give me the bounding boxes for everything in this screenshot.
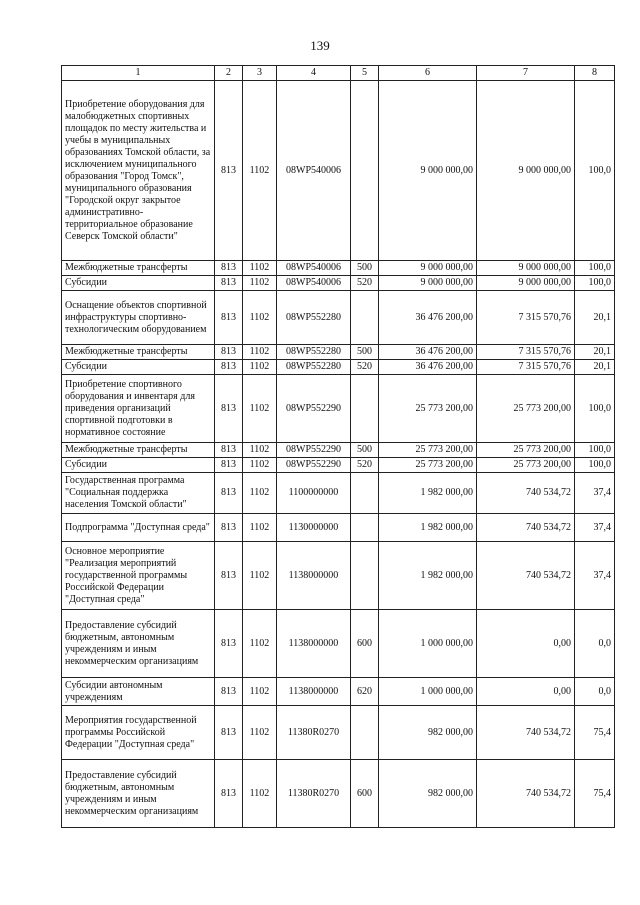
cell-expense-type: 520: [351, 276, 379, 291]
cell-executed: 0,00: [477, 678, 575, 706]
cell-executed: 740 534,72: [477, 514, 575, 542]
page-number: 139: [310, 38, 330, 53]
cell-executed: 740 534,72: [477, 473, 575, 514]
cell-name: Межбюджетные трансферты: [62, 443, 215, 458]
cell-percent: 100,0: [575, 458, 615, 473]
cell-percent: 20,1: [575, 360, 615, 375]
table-row: [62, 291, 615, 345]
cell-percent: 20,1: [575, 291, 615, 345]
cell-name: Государственная программа "Социальная поддержка населения Томской области": [62, 473, 215, 514]
cell-planned: 25 773 200,00: [379, 443, 477, 458]
cell-target-code: 08WP540006: [277, 81, 351, 261]
table-row: [62, 81, 615, 261]
cell-percent: 0,0: [575, 610, 615, 678]
cell-admin-code: 813: [215, 345, 243, 360]
cell-section-code: 1102: [243, 610, 277, 678]
table-row: [62, 360, 615, 375]
cell-percent: 100,0: [575, 375, 615, 443]
cell-expense-type: [351, 473, 379, 514]
cell-admin-code: 813: [215, 291, 243, 345]
table-row: [62, 458, 615, 473]
cell-section-code: 1102: [243, 678, 277, 706]
table-row: [62, 706, 615, 760]
cell-planned: 1 982 000,00: [379, 514, 477, 542]
cell-target-code: 08WP552280: [277, 291, 351, 345]
cell-expense-type: [351, 291, 379, 345]
cell-section-code: 1102: [243, 276, 277, 291]
cell-name: Оснащение объектов спортивной инфраструктуры спортивно-технологическим оборудованием: [62, 291, 215, 345]
cell-target-code: 08WP540006: [277, 276, 351, 291]
cell-executed: 9 000 000,00: [477, 81, 575, 261]
cell-target-code: 08WP540006: [277, 261, 351, 276]
cell-target-code: 08WP552290: [277, 443, 351, 458]
table-row: [62, 514, 615, 542]
cell-section-code: 1102: [243, 542, 277, 610]
cell-target-code: 1138000000: [277, 610, 351, 678]
cell-admin-code: 813: [215, 81, 243, 261]
cell-target-code: 08WP552280: [277, 360, 351, 375]
cell-admin-code: 813: [215, 276, 243, 291]
cell-expense-type: [351, 514, 379, 542]
cell-expense-type: 500: [351, 261, 379, 276]
cell-section-code: 1102: [243, 706, 277, 760]
cell-percent: 37,4: [575, 542, 615, 610]
cell-name: Мероприятия государственной программы Российской Федерации "Доступная среда": [62, 706, 215, 760]
cell-name: Субсидии автономным учреждениям: [62, 678, 215, 706]
cell-name: Основное мероприятие "Реализация мероприятий государственной программы Российской Федерации "Доступная среда": [62, 542, 215, 610]
cell-executed: 25 773 200,00: [477, 375, 575, 443]
cell-planned: 9 000 000,00: [379, 276, 477, 291]
cell-expense-type: 620: [351, 678, 379, 706]
cell-expense-type: [351, 706, 379, 760]
cell-admin-code: 813: [215, 514, 243, 542]
cell-admin-code: 813: [215, 610, 243, 678]
cell-section-code: 1102: [243, 760, 277, 828]
cell-planned: 9 000 000,00: [379, 81, 477, 261]
table-row: [62, 760, 615, 828]
cell-expense-type: [351, 375, 379, 443]
cell-name: Субсидии: [62, 276, 215, 291]
cell-executed: 7 315 570,76: [477, 345, 575, 360]
cell-executed: 7 315 570,76: [477, 291, 575, 345]
cell-executed: 0,00: [477, 610, 575, 678]
cell-target-code: 11380R0270: [277, 706, 351, 760]
cell-planned: 1 982 000,00: [379, 542, 477, 610]
cell-expense-type: [351, 81, 379, 261]
cell-target-code: 1138000000: [277, 678, 351, 706]
column-header: 3: [243, 66, 277, 81]
cell-admin-code: 813: [215, 542, 243, 610]
cell-section-code: 1102: [243, 443, 277, 458]
cell-expense-type: [351, 542, 379, 610]
cell-name: Предоставление субсидий бюджетным, автономным учреждениям и иным некоммерческим организациям: [62, 610, 215, 678]
column-header: 5: [351, 66, 379, 81]
cell-expense-type: 500: [351, 345, 379, 360]
cell-section-code: 1102: [243, 514, 277, 542]
budget-table: [61, 65, 615, 828]
cell-percent: 20,1: [575, 345, 615, 360]
cell-planned: 982 000,00: [379, 760, 477, 828]
header-row: [62, 66, 615, 81]
column-header: 4: [277, 66, 351, 81]
cell-planned: 25 773 200,00: [379, 458, 477, 473]
cell-target-code: 08WP552290: [277, 458, 351, 473]
cell-section-code: 1102: [243, 261, 277, 276]
cell-expense-type: 520: [351, 360, 379, 375]
cell-admin-code: 813: [215, 261, 243, 276]
cell-admin-code: 813: [215, 443, 243, 458]
table-row: [62, 375, 615, 443]
cell-admin-code: 813: [215, 473, 243, 514]
cell-executed: 9 000 000,00: [477, 261, 575, 276]
table-row: [62, 678, 615, 706]
cell-section-code: 1102: [243, 291, 277, 345]
table-row: [62, 473, 615, 514]
cell-target-code: 1138000000: [277, 542, 351, 610]
cell-executed: 740 534,72: [477, 542, 575, 610]
cell-target-code: 1100000000: [277, 473, 351, 514]
cell-percent: 0,0: [575, 678, 615, 706]
cell-target-code: 11380R0270: [277, 760, 351, 828]
cell-section-code: 1102: [243, 81, 277, 261]
column-header: 7: [477, 66, 575, 81]
cell-name: Подпрограмма "Доступная среда": [62, 514, 215, 542]
table-row: [62, 542, 615, 610]
cell-executed: 740 534,72: [477, 760, 575, 828]
cell-executed: 9 000 000,00: [477, 276, 575, 291]
cell-planned: 36 476 200,00: [379, 360, 477, 375]
cell-name: Приобретение оборудования для малобюджетных спортивных площадок по месту жительства и учебы в муниципальных образованиях Томской области, за исключением муниципального образования "Город Томск", муниципального образования "Городской округ закрытое административно-территориальное образование Северск Томской области": [62, 81, 215, 261]
cell-name: Предоставление субсидий бюджетным, автономным учреждениям и иным некоммерческим организациям: [62, 760, 215, 828]
cell-percent: 100,0: [575, 261, 615, 276]
cell-section-code: 1102: [243, 458, 277, 473]
cell-percent: 100,0: [575, 443, 615, 458]
cell-name: Приобретение спортивного оборудования и инвентаря для приведения организаций спортивной подготовки в нормативное состояние: [62, 375, 215, 443]
table-row: [62, 345, 615, 360]
cell-section-code: 1102: [243, 360, 277, 375]
cell-target-code: 1130000000: [277, 514, 351, 542]
cell-name: Субсидии: [62, 360, 215, 375]
cell-executed: 25 773 200,00: [477, 443, 575, 458]
column-header: 8: [575, 66, 615, 81]
cell-name: Межбюджетные трансферты: [62, 345, 215, 360]
cell-percent: 75,4: [575, 706, 615, 760]
cell-planned: 25 773 200,00: [379, 375, 477, 443]
cell-executed: 7 315 570,76: [477, 360, 575, 375]
cell-expense-type: 520: [351, 458, 379, 473]
cell-admin-code: 813: [215, 678, 243, 706]
cell-section-code: 1102: [243, 473, 277, 514]
cell-target-code: 08WP552290: [277, 375, 351, 443]
cell-expense-type: 500: [351, 443, 379, 458]
cell-percent: 100,0: [575, 81, 615, 261]
cell-admin-code: 813: [215, 375, 243, 443]
cell-planned: 36 476 200,00: [379, 345, 477, 360]
cell-planned: 9 000 000,00: [379, 261, 477, 276]
cell-planned: 982 000,00: [379, 706, 477, 760]
cell-percent: 75,4: [575, 760, 615, 828]
cell-expense-type: 600: [351, 760, 379, 828]
cell-planned: 1 982 000,00: [379, 473, 477, 514]
column-header: 2: [215, 66, 243, 81]
cell-percent: 37,4: [575, 473, 615, 514]
cell-executed: 25 773 200,00: [477, 458, 575, 473]
cell-percent: 37,4: [575, 514, 615, 542]
cell-executed: 740 534,72: [477, 706, 575, 760]
cell-name: Субсидии: [62, 458, 215, 473]
cell-admin-code: 813: [215, 458, 243, 473]
cell-planned: 1 000 000,00: [379, 678, 477, 706]
table-row: [62, 261, 615, 276]
cell-section-code: 1102: [243, 375, 277, 443]
table-body: [62, 81, 615, 828]
cell-section-code: 1102: [243, 345, 277, 360]
cell-admin-code: 813: [215, 706, 243, 760]
cell-percent: 100,0: [575, 276, 615, 291]
cell-admin-code: 813: [215, 360, 243, 375]
cell-planned: 1 000 000,00: [379, 610, 477, 678]
column-header: 6: [379, 66, 477, 81]
table-row: [62, 443, 615, 458]
table-row: [62, 610, 615, 678]
cell-admin-code: 813: [215, 760, 243, 828]
table-row: [62, 276, 615, 291]
cell-expense-type: 600: [351, 610, 379, 678]
column-header: 1: [62, 66, 215, 81]
cell-name: Межбюджетные трансферты: [62, 261, 215, 276]
cell-planned: 36 476 200,00: [379, 291, 477, 345]
cell-target-code: 08WP552280: [277, 345, 351, 360]
